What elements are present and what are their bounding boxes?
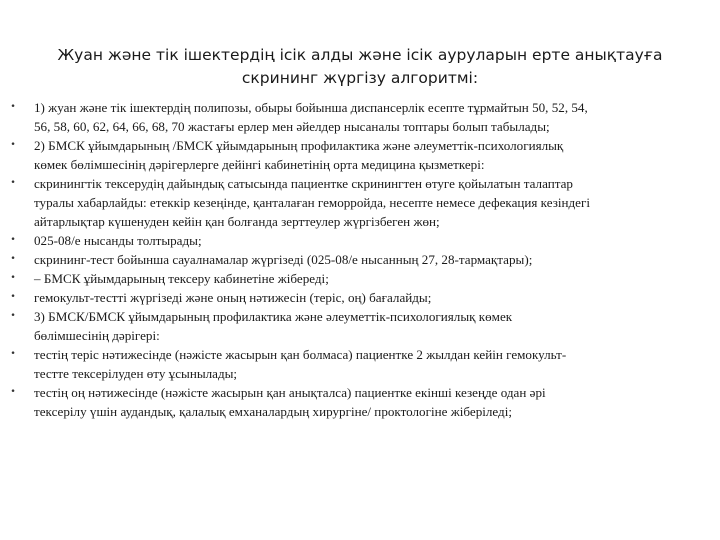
bullet-item xyxy=(8,345,716,383)
bullet-dot-icon: • xyxy=(10,235,16,245)
bullet-dot-icon: • xyxy=(10,311,16,321)
bullet-text-line: көмек бөлімшесінің дәрігерлерге дейінгі кабинетінің орта медицина қызметкері: xyxy=(34,157,485,172)
bullet-dot-icon: • xyxy=(10,387,16,397)
bullet-text-line: тестің теріс нәтижесінде (нәжісте жасырын қан болмаса) пациентке 2 жылдан кейін гемокульт- xyxy=(34,347,567,362)
title-line-2: скрининг жүргізу алгоритмі: xyxy=(241,69,479,87)
bullet-text-line: тексерілу үшін аудандық, қалалық емханалардың хирургіне/ проктологіне жіберіледі; xyxy=(34,404,512,419)
bullet-text-line: 56, 58, 60, 62, 64, 66, 68, 70 жастағы ерлер мен әйелдер нысаналы топтары болып табылады; xyxy=(34,119,550,134)
bullet-item xyxy=(8,383,716,421)
bullet-text-line: тестте тексерілуден өту ұсынылады; xyxy=(34,366,238,381)
bullet-item xyxy=(8,136,716,174)
bullet-item xyxy=(8,269,716,288)
bullet-dot-icon: • xyxy=(10,254,16,264)
bullet-dot-icon: • xyxy=(10,349,16,359)
bullet-text-line: 1) жуан және тік ішектердің полипозы, обыры бойынша диспансерлік есепте тұрмайтын 50, 52, 54, xyxy=(34,100,588,115)
bullet-text-line: айтарлықтар күшенуден кейін қан болғанда зерттеулер жүргізбеген жөн; xyxy=(34,214,440,229)
bullet-text-line: 3) БМСК/БМСК ұйымдарының профилактика және әлеуметтік-психологиялық көмек xyxy=(34,309,513,324)
bullet-dot-icon: • xyxy=(10,292,16,302)
bullet-text-line: гемокульт-тестті жүргізеді және оның нәтижесін (теріс, оң) бағалайды; xyxy=(34,290,432,305)
bullet-dot-icon: • xyxy=(10,102,16,112)
bullet-item xyxy=(8,174,716,231)
bullet-item xyxy=(8,250,716,269)
bullet-dot-icon: • xyxy=(10,273,16,283)
bullet-item xyxy=(8,307,716,345)
bullet-text-line: скрининг-тест бойынша сауалнамалар жүргізеді (025-08/е нысанның 27, 28-тармақтары); xyxy=(34,252,533,267)
bullet-list xyxy=(8,98,716,421)
bullet-text-line: скринингтік тексерудің дайындық сатысында пациентке скринингтен өтуге қойылатын талаптар xyxy=(34,176,573,191)
bullet-text-line: туралы хабарлайды: етеккір кезеңінде, қанталаған геморройда, несепте немесе дефекация кезіндегі xyxy=(34,195,590,210)
bullet-text-line: 025-08/е нысанды толтырады; xyxy=(34,233,202,248)
bullet-text-line: тестің оң нәтижесінде (нәжісте жасырын қан анықталса) пациентке екінші кезеңде одан әрі xyxy=(34,385,546,400)
bullet-dot-icon: • xyxy=(10,140,16,150)
bullet-text-line: – БМСК ұйымдарының тексеру кабинетіне жібереді; xyxy=(34,271,329,286)
bullet-text-line: бөлімшесінің дәрігері: xyxy=(34,328,160,343)
bullet-item xyxy=(8,231,716,250)
bullet-text-line: 2) БМСК ұйымдарының /БМСК ұйымдарының профилактика және әлеуметтік-психологиялық xyxy=(34,138,564,153)
slide-title xyxy=(20,44,700,90)
bullet-dot-icon: • xyxy=(10,178,16,188)
title-line-1: Жуан және тік ішектердің ісік алды және ісік ауруларын ерте анықтауға xyxy=(57,46,663,64)
bullet-item xyxy=(8,288,716,307)
bullet-item xyxy=(8,98,716,136)
